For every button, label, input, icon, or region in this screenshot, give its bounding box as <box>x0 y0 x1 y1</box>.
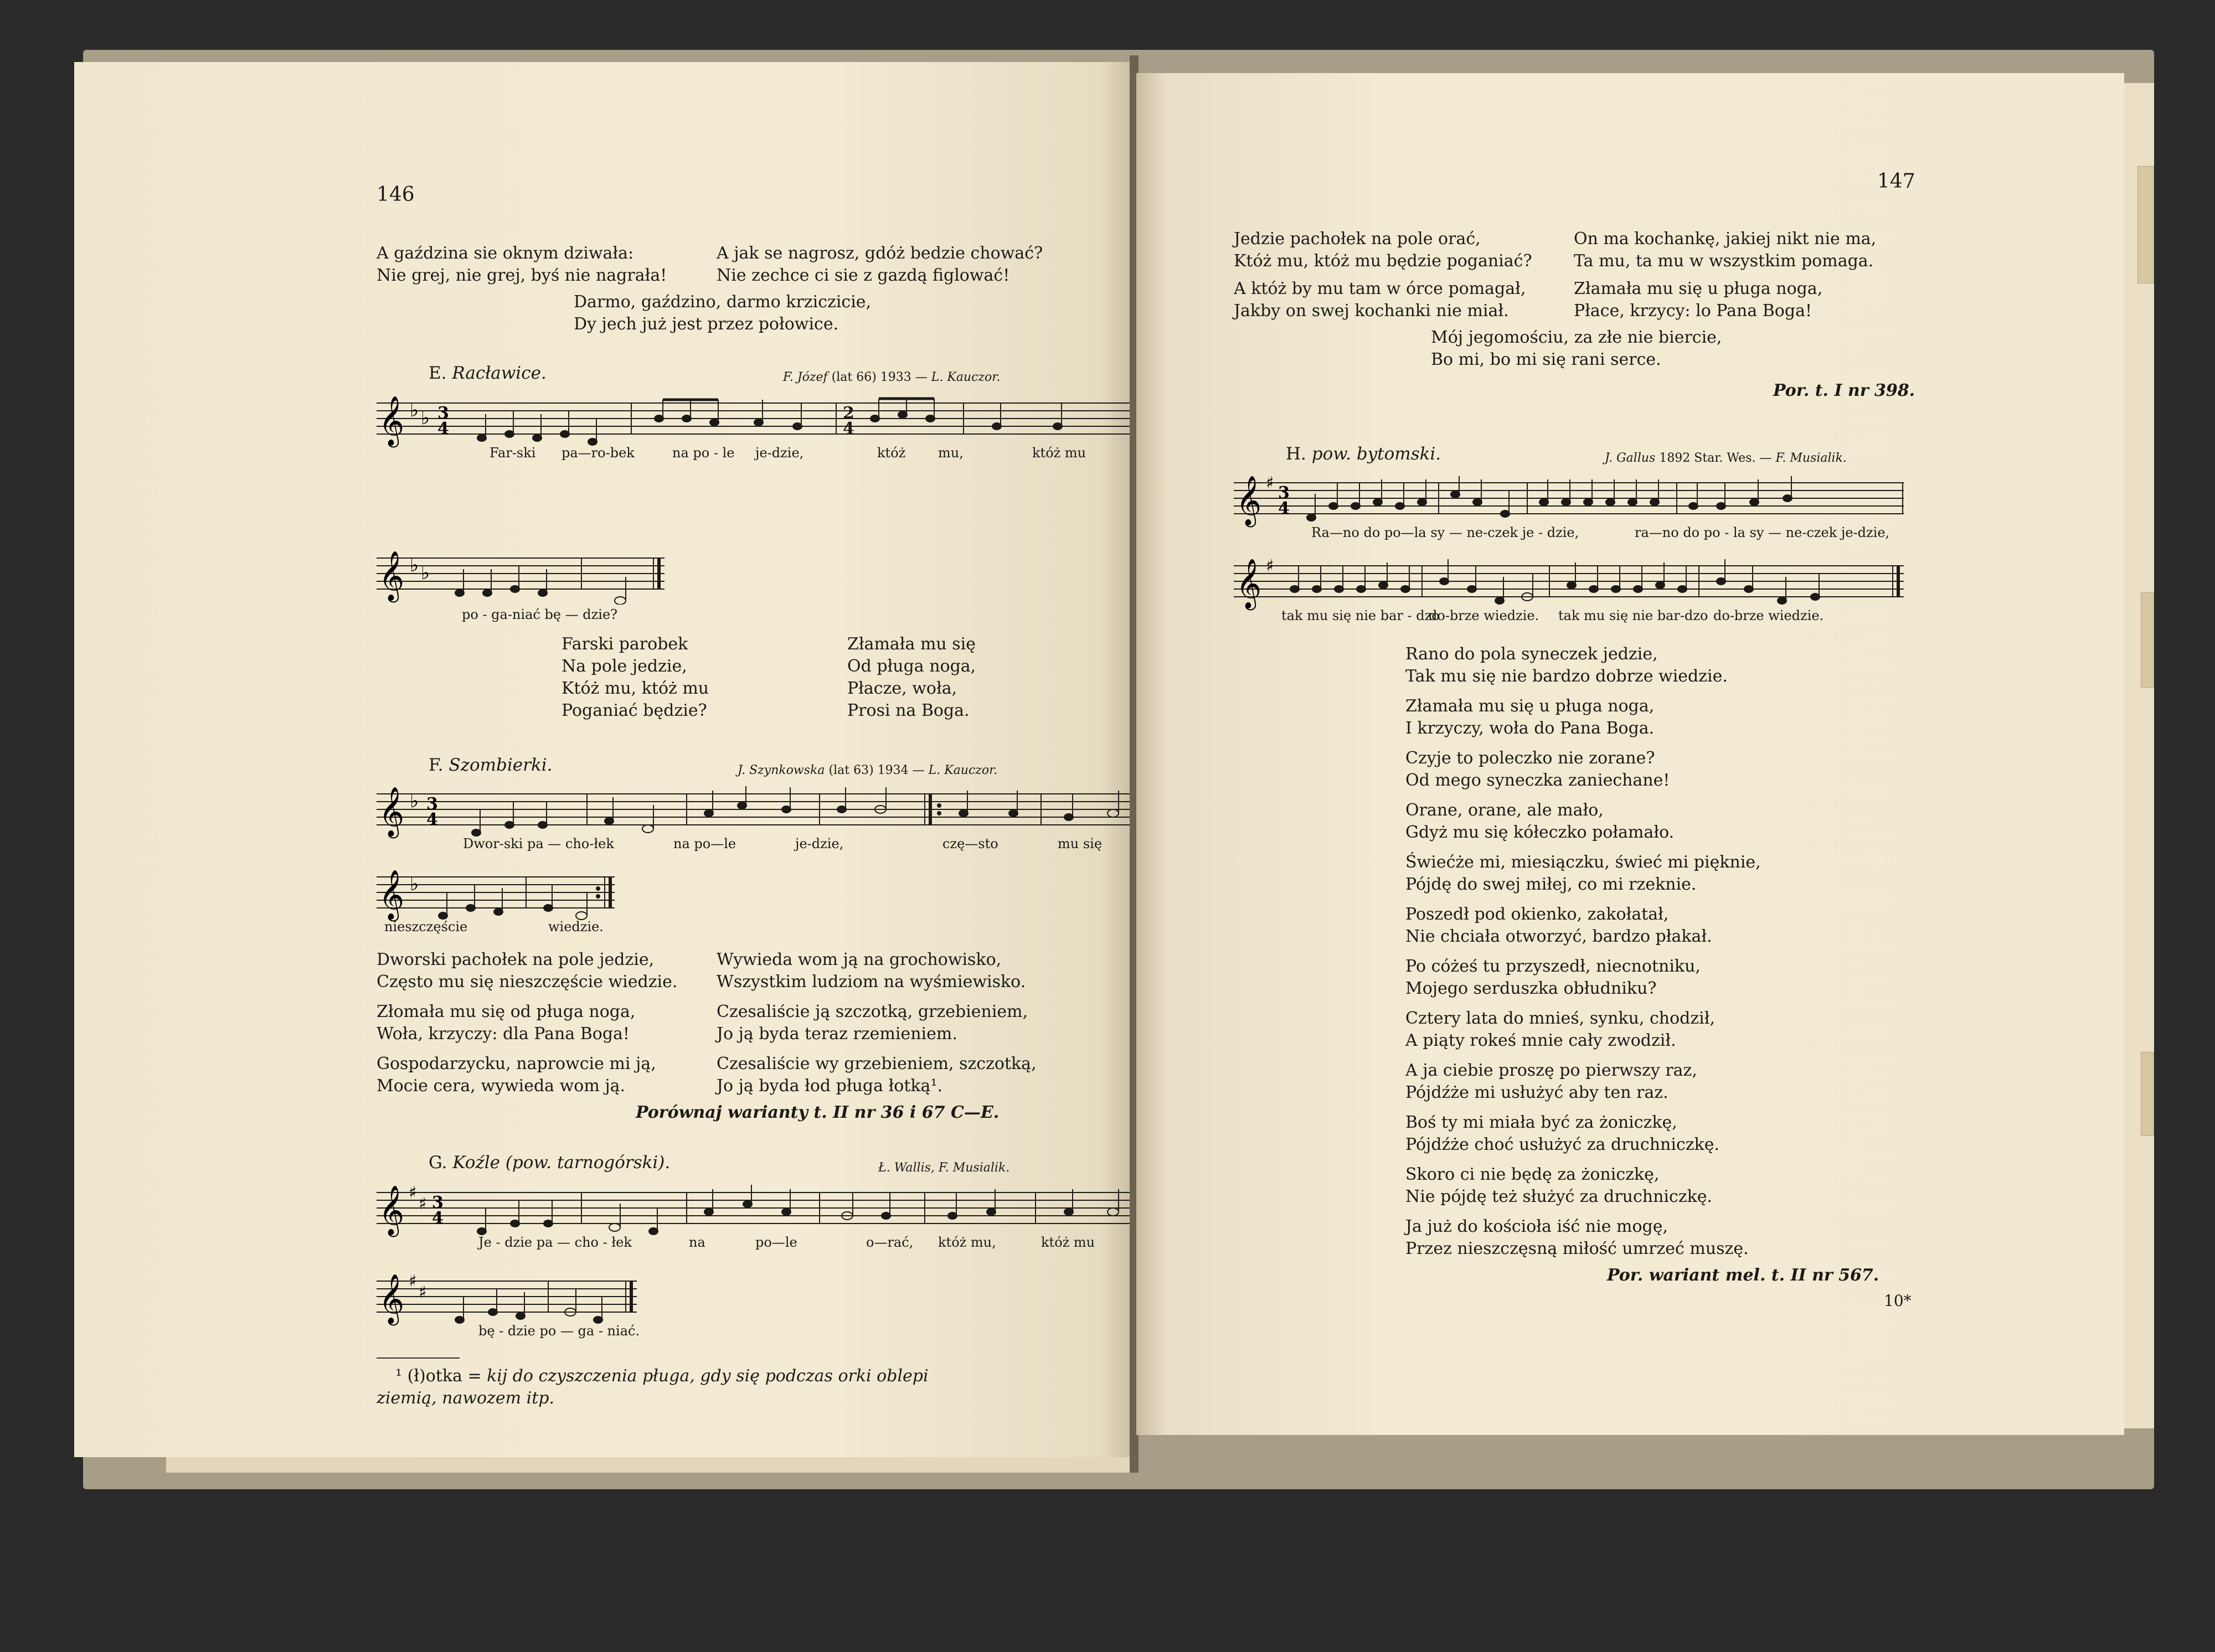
source-collector: L. Kauczor. <box>931 370 1001 384</box>
treble-clef-icon: 𝄞 <box>379 1185 405 1235</box>
footnote <box>395 1366 929 1386</box>
song-label: H. <box>1286 444 1306 464</box>
footnote-rule <box>377 1357 460 1359</box>
song-label: F. <box>429 755 444 775</box>
verse-line: Od mego syneczka zaniechane! <box>1405 771 1670 790</box>
source-singer: J. Gallus <box>1605 451 1656 465</box>
lyric: Ra—no do po—la sy — ne-czek je - dzie, <box>1311 525 1579 540</box>
verse-line: Rano do pola syneczek jedzie, <box>1405 644 1658 664</box>
song-place: pow. bytomski. <box>1311 444 1441 464</box>
svg-text:♭: ♭ <box>410 790 419 812</box>
verse-line: On ma kochankę, jakiej nikt nie ma, <box>1574 229 1877 249</box>
svg-text:4: 4 <box>1278 499 1290 518</box>
index-tab <box>2137 166 2154 283</box>
treble-clef-icon: 𝄞 <box>1236 559 1262 608</box>
verse-line: Ja już do kościoła iść nie mogę, <box>1405 1217 1668 1236</box>
verse-line: Jo ją byda teraz rzemieniem. <box>717 1024 957 1044</box>
music-staff <box>377 1272 637 1328</box>
verse-line: Pójdę do swej miłej, co mi rzeknie. <box>1405 875 1697 894</box>
music-staff <box>377 1184 1152 1239</box>
verse-line: Gdyż mu się kółeczko połamało. <box>1405 823 1675 842</box>
music-staff <box>1234 557 1904 612</box>
song-place: Racławice. <box>452 363 547 383</box>
svg-text:♭: ♭ <box>410 873 419 895</box>
song-source: Ł. Wallis, F. Musialik. <box>878 1161 1010 1175</box>
lyric: ra—no do po - la sy — ne-czek je-dzie, <box>1635 525 1890 540</box>
song-label: G. <box>429 1153 447 1173</box>
music-staff <box>377 868 615 923</box>
song-source <box>1605 448 1847 468</box>
svg-text:♭: ♭ <box>421 562 430 584</box>
svg-text:3: 3 <box>1278 483 1290 503</box>
verse-line: Czyje to poleczko nie zorane? <box>1405 748 1655 768</box>
verse-line: Złomała mu się od pługa noga, <box>377 1002 636 1021</box>
verse-line: Złamała mu się <box>847 634 976 654</box>
song-source <box>783 368 1000 388</box>
source-date: (lat 63) 1934 — <box>828 763 925 777</box>
cross-reference: Porównaj warianty t. II nr 36 i 67 C—E. <box>636 1103 1000 1122</box>
music-staff <box>377 394 1152 450</box>
lyric: do-brze wiedzie. <box>1713 608 1824 623</box>
verse-line: Płace, krzycy: lo Pana Boga! <box>1574 301 1812 321</box>
verse-line: Często mu się nieszczęście wiedzie. <box>377 972 678 992</box>
lyric: do-brze wiedzie. <box>1429 608 1539 623</box>
source-singer: F. Józef <box>783 370 828 384</box>
verse-line: Woła, krzyczy: dla Pana Boga! <box>377 1024 630 1044</box>
verse-line: Dy jech już jest przez połowice. <box>574 314 839 334</box>
treble-clef-icon: 𝄞 <box>379 1274 405 1324</box>
verse-line: Od pługa noga, <box>847 657 976 676</box>
treble-clef-icon: 𝄞 <box>1236 476 1262 525</box>
verse-line: Wszystkim ludziom na wyśmiewisko. <box>717 972 1026 992</box>
verse-line: Nie grej, nie grej, byś nie nagrała! <box>377 266 667 285</box>
lyric: po—le <box>755 1235 797 1250</box>
verse-line: Darmo, gaździno, darmo krziczicie, <box>574 292 872 312</box>
lyric: tak mu się nie bar - dzo <box>1281 608 1440 623</box>
treble-clef-icon: 𝄞 <box>379 870 405 920</box>
verse-line: Gospodarzycku, naprowcie mi ją, <box>377 1054 656 1073</box>
page-number: 146 <box>377 183 415 206</box>
svg-text:3: 3 <box>426 794 438 814</box>
verse-line: Pójdźże choć usłużyć za druchniczkę. <box>1405 1135 1720 1154</box>
song-place: Szombierki. <box>449 755 553 775</box>
lyric: po - ga-niać bę — dzie? <box>462 607 618 622</box>
lyric: na po—le <box>673 836 736 851</box>
lyric: któż mu <box>1041 1235 1095 1250</box>
verse-line: A piąty rokeś mnie cały zwodził. <box>1405 1031 1676 1050</box>
lyric: mu, <box>938 445 964 461</box>
source-date: 1892 Star. Wes. — <box>1659 451 1772 465</box>
footnote-term: ¹ (ł)otka <box>395 1366 462 1386</box>
svg-text:♯: ♯ <box>419 1194 427 1214</box>
verse-line: Dworski pachołek na pole jedzie, <box>377 950 655 969</box>
source-date: (lat 66) 1933 — <box>831 370 928 384</box>
song-heading <box>1286 444 1441 464</box>
footnote-definition: = kij do czyszczenia pługa, gdy się podczas orki oblepi <box>467 1366 929 1386</box>
verse-line: Po cóżeś tu przyszedł, niecnotniku, <box>1405 957 1701 976</box>
footnote-continuation: ziemią, nawozem itp. <box>377 1388 555 1408</box>
verse-line: Pójdźże mi usłużyć aby ten raz. <box>1405 1083 1668 1102</box>
verse-line: Jakby on swej kochanki nie miał. <box>1234 301 1509 321</box>
treble-clef-icon: 𝄞 <box>379 787 405 837</box>
verse-line: Jedzie pachołek na pole orać, <box>1234 229 1481 249</box>
verse-line: Mocie cera, wywieda wom ją. <box>377 1076 626 1096</box>
source-singer: J. Szynkowska <box>738 763 825 777</box>
lyric: na po - le <box>672 445 735 461</box>
verse-line: Czesaliście wy grzebieniem, szczotką, <box>717 1054 1037 1073</box>
svg-text:4: 4 <box>437 419 449 438</box>
svg-text:4: 4 <box>426 810 438 829</box>
verse-line: Złamała mu się u pługa noga, <box>1574 279 1823 298</box>
verse-line: Poganiać będzie? <box>562 701 707 720</box>
lyric: je-dzie, <box>795 836 844 851</box>
svg-text:♭: ♭ <box>410 399 419 421</box>
verse-line: Czesaliście ją szczotką, grzebieniem, <box>717 1002 1028 1021</box>
verse-line: Na pole jedzie, <box>562 657 687 676</box>
song-heading <box>429 363 547 383</box>
treble-clef-icon: 𝄞 <box>379 396 405 446</box>
verse-line: Jo ją byda łod pługa łotką¹. <box>717 1076 943 1096</box>
lyric: czę—sto <box>942 836 998 851</box>
lyric: je-dzie, <box>755 445 804 461</box>
cross-reference: Por. wariant mel. t. II nr 567. <box>1607 1266 1879 1285</box>
source-collector: F. Musialik. <box>1775 451 1847 465</box>
svg-text:♯: ♯ <box>409 1272 417 1291</box>
verse-line: A gaździna sie oknym dziwała: <box>377 244 634 263</box>
source-collector: L. Kauczor. <box>928 763 998 777</box>
lyric: bę - dzie po — ga - niać. <box>478 1323 640 1339</box>
verse-line: Przez nieszczęsną miłość umrzeć muszę. <box>1405 1239 1749 1258</box>
verse-line: Nie pójdę też służyć za druchniczkę. <box>1405 1187 1713 1206</box>
treble-clef-icon: 𝄞 <box>379 551 405 601</box>
svg-text:3: 3 <box>432 1193 444 1212</box>
cross-reference: Por. t. I nr 398. <box>1773 381 1915 400</box>
verse-line: Cztery lata do mnieś, synku, chodził, <box>1405 1009 1716 1028</box>
lyric: wiedzie. <box>548 919 604 935</box>
svg-text:♯: ♯ <box>1266 557 1274 576</box>
verse-line: Prosi na Boga. <box>847 701 970 720</box>
svg-text:♯: ♯ <box>1266 474 1274 493</box>
verse-line: Wywieda wom ją na grochowisko, <box>717 950 1002 969</box>
verse-line: Ta mu, ta mu w wszystkim pomaga. <box>1574 251 1874 271</box>
verse-line: Płacze, woła, <box>847 679 957 698</box>
verse-line: Tak mu się nie bardzo dobrze wiedzie. <box>1405 667 1728 686</box>
verse-line: A ja ciebie proszę po pierwszy raz, <box>1405 1061 1697 1080</box>
verse-line: Mojego serduszka obłudniku? <box>1405 979 1657 998</box>
lyric: nieszczęście <box>384 919 468 935</box>
lyric: Je - dzie pa — cho - łek <box>478 1235 632 1250</box>
svg-text:♯: ♯ <box>409 1184 417 1202</box>
index-tab <box>2141 592 2154 688</box>
svg-text:♭: ♭ <box>410 554 419 576</box>
verse-line: Skoro ci nie będę za żoniczkę, <box>1405 1165 1660 1184</box>
verse-line: Któż mu, któż mu będzie poganiać? <box>1234 251 1532 271</box>
song-heading <box>429 755 553 775</box>
song-heading <box>429 1153 670 1173</box>
svg-text:♯: ♯ <box>419 1283 427 1302</box>
svg-text:2: 2 <box>843 404 854 423</box>
verse-line: Mój jegomościu, za złe nie biercie, <box>1431 328 1722 347</box>
page-number: 147 <box>1877 170 1915 193</box>
lyric: pa—ro-bek <box>562 445 635 461</box>
signature-mark: 10* <box>1884 1292 1912 1310</box>
right-page <box>1136 73 2124 1435</box>
verse-line: Świećże mi, miesiączku, świeć mi pięknie, <box>1405 853 1761 872</box>
music-staff <box>377 785 1152 840</box>
verse-line: Poszedł pod okienko, zakołatał, <box>1405 905 1669 924</box>
song-place: Koźle (pow. tarnogórski). <box>452 1153 671 1173</box>
lyric: któż <box>877 445 906 461</box>
lyric: Dwor-ski pa — cho-łek <box>463 836 614 851</box>
verse-line: A któż by mu tam w órce pomagał, <box>1234 279 1526 298</box>
index-tab <box>2141 1052 2154 1136</box>
music-staff <box>1234 474 1904 529</box>
right-page-edges <box>2121 83 2154 1428</box>
svg-text:♭: ♭ <box>421 407 430 429</box>
lyric: mu się <box>1058 836 1103 851</box>
verse-line: Farski parobek <box>562 634 688 654</box>
verse-line: A jak se nagrosz, gdóż bedzie chować? <box>717 244 1043 263</box>
music-staff <box>377 549 664 605</box>
lyric: o—rać, <box>866 1235 914 1250</box>
svg-text:4: 4 <box>432 1209 444 1228</box>
verse-line: Boś ty mi miała być za żoniczkę, <box>1405 1113 1677 1132</box>
verse-line: Orane, orane, ale mało, <box>1405 801 1604 820</box>
lyric: Far-ski <box>490 445 536 461</box>
svg-text:4: 4 <box>843 419 854 438</box>
lyric: któż mu <box>1032 445 1086 461</box>
verse-line: Bo mi, bo mi się rani serce. <box>1431 350 1661 369</box>
verse-line: I krzyczy, woła do Pana Boga. <box>1405 719 1655 738</box>
verse-line: Nie zechce ci sie z gazdą figlować! <box>717 266 1010 285</box>
left-page <box>74 62 1132 1457</box>
lyric: na <box>689 1235 705 1250</box>
verse-line: Któż mu, któż mu <box>562 679 709 698</box>
song-source <box>738 761 997 781</box>
song-label: E. <box>429 363 447 383</box>
lyric: tak mu się nie bar-dzo <box>1558 608 1708 623</box>
svg-text:3: 3 <box>437 404 449 423</box>
lyric: któż mu, <box>938 1235 996 1250</box>
verse-line: Nie chciała otworzyć, bardzo płakał. <box>1405 927 1712 946</box>
verse-line: Złamała mu się u pługa noga, <box>1405 696 1655 716</box>
